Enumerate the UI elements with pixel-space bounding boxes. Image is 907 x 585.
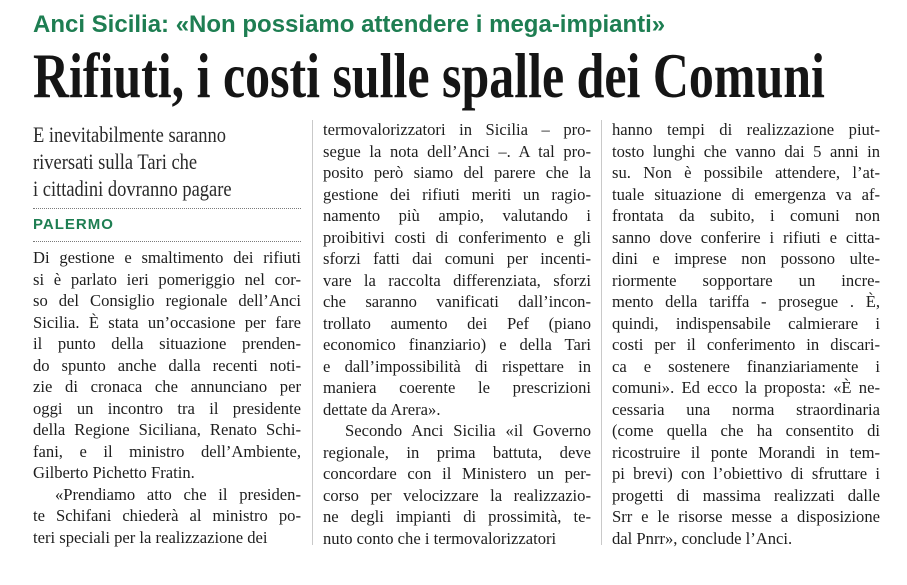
body-line: frontata da subito, i comuni non <box>612 206 880 225</box>
body-line: namento più ampio, valutando i <box>323 206 591 225</box>
body-line: dal Pnrr», conclude l’Anci. <box>612 528 793 548</box>
dotted-divider <box>33 241 301 242</box>
body-line: tosto lunghi che vanno dai 5 anni in <box>612 141 880 161</box>
body-line: ca e sostenere finanziariamente i <box>612 356 880 376</box>
body-line: il punto della situazione prenden- <box>33 334 301 353</box>
body-line: progetti di massima realizzati dalle <box>612 485 880 505</box>
body-line: trollato aumento dei Pef (piano <box>323 313 591 333</box>
body-line: nuto conto che i termovalorizzatori <box>323 528 557 548</box>
body-line: concordare con il Ministero un per- <box>323 464 591 483</box>
body-line: regionale, in prima battuta, deve <box>323 442 591 462</box>
body-line: fani, e il ministro dell’Ambiente, <box>33 441 301 461</box>
body-line: «Prendiamo atto che il presiden- <box>55 484 301 504</box>
body-line: (come quella che ha consentito di <box>612 421 880 440</box>
kicker: Anci Sicilia: «Non possiamo attendere i mega-impianti» <box>33 11 666 38</box>
dateline: PALERMO <box>33 216 114 233</box>
body-line: ne degli impianti di prossimità, te- <box>323 507 591 526</box>
column-rule <box>312 120 313 545</box>
body-column-3 <box>612 119 880 549</box>
body-line: oggi un incontro tra il presidente <box>33 398 301 418</box>
body-line: posito però siamo del parere che la <box>323 163 591 182</box>
body-line: su. Non è possibile attendere, l’at- <box>612 163 880 182</box>
body-line: Secondo Anci Sicilia «il Governo <box>345 421 591 440</box>
body-line: hanno tempi di realizzazione piut- <box>612 120 880 139</box>
body-line: della Regione Siciliana, Renato Schi- <box>33 420 301 439</box>
body-line: sforzi fatti dai comuni per incenti- <box>323 249 591 268</box>
body-line: Srr e le risorse messe a disposizione <box>612 507 880 526</box>
body-line: zie di cronaca che annunciano per <box>33 377 301 396</box>
body-line: si è parlato ieri pomeriggio nel cor- <box>33 269 301 289</box>
body-line: corso per velocizzare la realizzazio- <box>323 485 591 505</box>
body-line: sanno dove conferire i rifiuti e citta- <box>612 227 880 247</box>
body-line: do spunto anche dalla recenti noti- <box>33 355 301 375</box>
body-line: Gilberto Pichetto Fratin. <box>33 463 195 482</box>
summary-line: E inevitabilmente saranno <box>33 122 226 147</box>
summary-line: i cittadini dovranno pagare <box>33 176 232 201</box>
body-line: tuale situazione di emergenza va af- <box>612 184 880 204</box>
body-line: gestione dei rifiuti meriti un ragio- <box>323 184 591 204</box>
body-line: so del Consiglio regionale dell’Anci <box>33 291 301 310</box>
body-line: dettate da Arera». <box>323 399 441 419</box>
body-line: segue la nota dell’Anci –. A tal pro- <box>323 141 591 161</box>
summary <box>33 121 303 202</box>
body-line: dini e imprese non possono ulte- <box>612 249 880 268</box>
body-column-2 <box>323 119 591 549</box>
body-line: che saranno vanificati dall’incon- <box>323 292 591 311</box>
summary-line: riversati sulla Tari che <box>33 149 198 174</box>
body-line: costi per il conferimento in discari- <box>612 335 880 354</box>
body-line: cessaria una norma straordinaria <box>612 399 880 419</box>
body-line: termovalorizzatori in Sicilia – pro- <box>323 120 591 139</box>
headline: Rifiuti, i costi sulle spalle dei Comuni <box>33 40 825 111</box>
body-line: mento della tariffa - prosegue . È, <box>612 292 880 311</box>
body-line: Sicilia. È stata un’occasione per fare <box>33 312 301 332</box>
dotted-divider <box>33 208 301 209</box>
body-line: pi brevi) con l’obiettivo di sfruttare i <box>612 464 880 483</box>
body-line: quindi, indispensabile calmierare i <box>612 313 880 333</box>
body-line: vare la raccolta differenziata, sforzi <box>323 270 591 290</box>
body-line: proibitivi costi di conferimento e gli <box>323 227 591 247</box>
body-line: Di gestione e smaltimento dei rifiuti <box>33 248 301 267</box>
body-line: teri speciali per la realizzazione dei <box>33 527 268 547</box>
body-line: te Schifani chiederà al ministro po- <box>33 506 301 525</box>
body-column-1 <box>33 247 301 548</box>
column-rule <box>601 120 602 545</box>
body-line: maniera coerente le prescrizioni <box>323 378 591 397</box>
body-line: riormente sopportare un incre- <box>612 270 880 290</box>
body-line: ricostruire il ponte Morandi in tem- <box>612 442 880 462</box>
body-line: comuni». Ed ecco la proposta: «È ne- <box>612 378 880 397</box>
body-line: e dall’impossibilità di rispettare in <box>323 356 591 376</box>
body-line: economico finanziario) e della Tari <box>323 335 591 354</box>
